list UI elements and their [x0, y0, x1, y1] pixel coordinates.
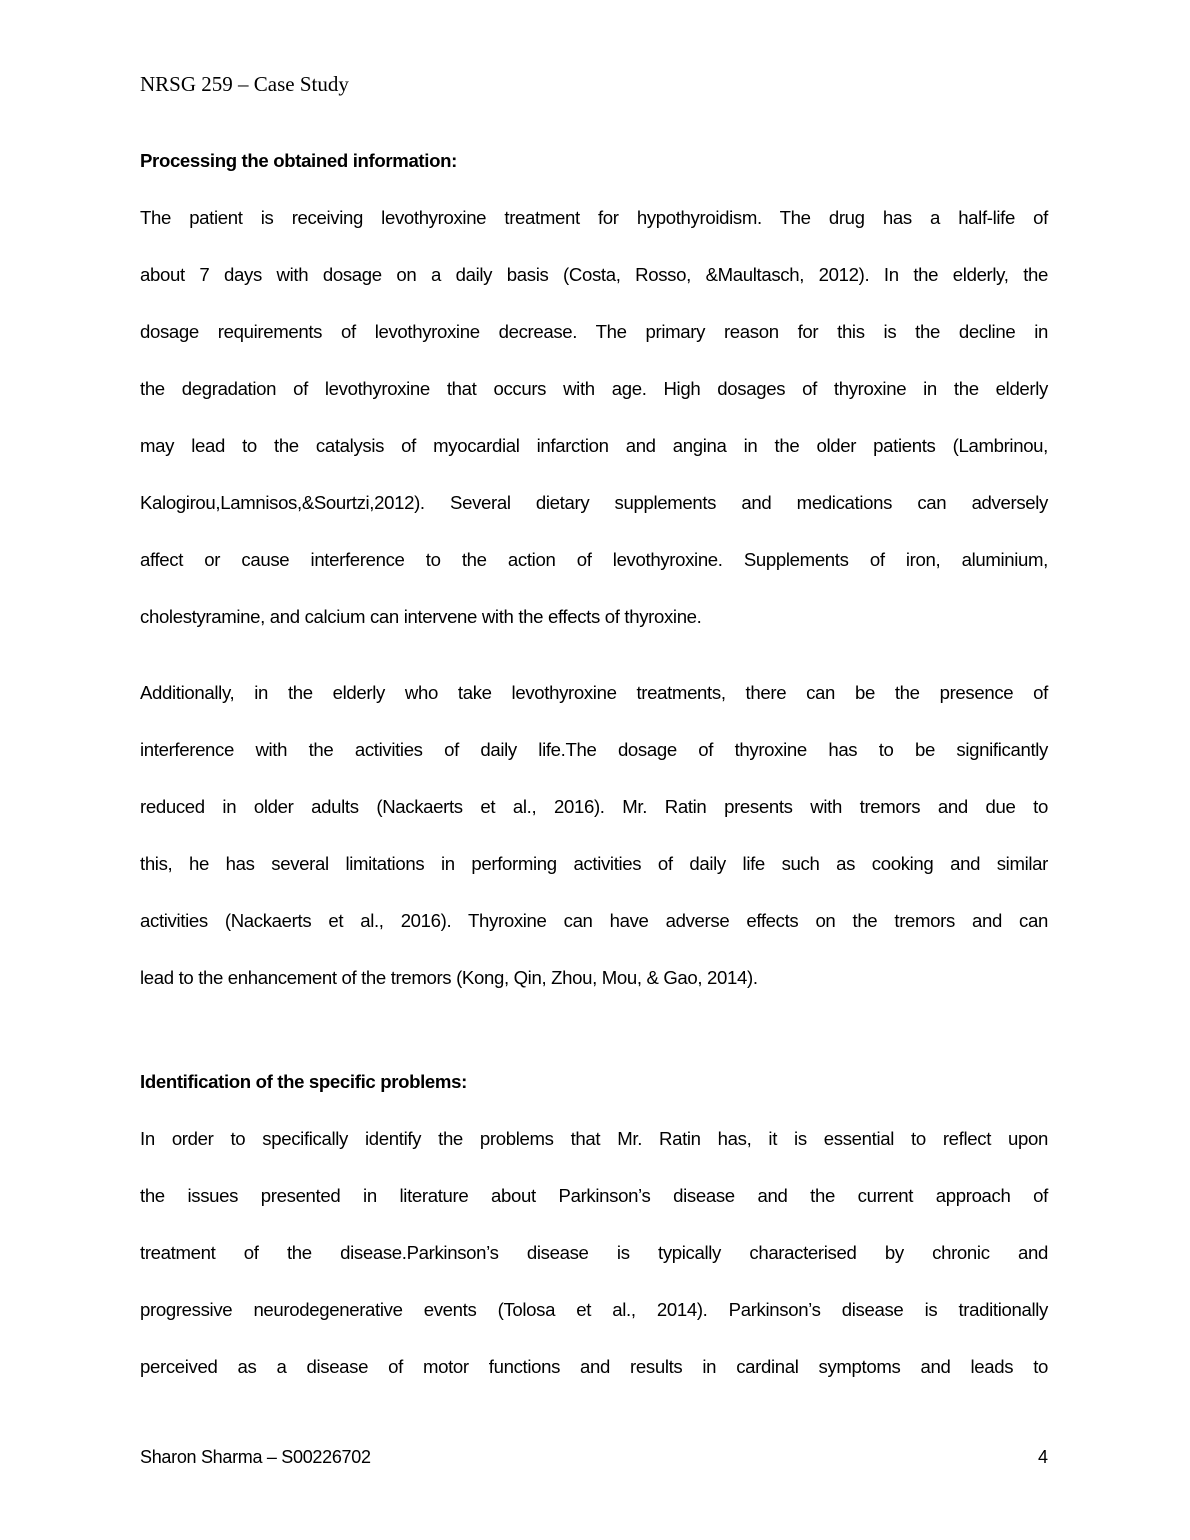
paragraph-elderly-tremors: [140, 679, 1048, 1021]
text-line: progressive neurodegenerative events (Tolosa et al., 2014). Parkinson’s disease is traditionally: [140, 1299, 1048, 1320]
text-line: perceived as a disease of motor functions and results in cardinal symptoms and leads to: [140, 1356, 1048, 1377]
text-line: interference with the activities of daily life.The dosage of thyroxine has to be significantly: [140, 739, 1048, 760]
text-line: In order to specifically identify the problems that Mr. Ratin has, it is essential to reflect upon: [140, 1128, 1048, 1149]
text-line: the issues presented in literature about Parkinson’s disease and the current approach of: [140, 1185, 1048, 1206]
paragraph-parkinsons: [140, 1125, 1048, 1410]
page-number: 4: [1037, 1447, 1048, 1467]
text-line: this, he has several limitations in performing activities of daily life such as cooking and similar: [140, 853, 1048, 874]
text-line: reduced in older adults (Nackaerts et al., 2016). Mr. Ratin presents with tremors and due to: [140, 796, 1048, 817]
footer-author: Sharon Sharma – S00226702: [140, 1447, 371, 1467]
page-header-title: NRSG 259 – Case Study: [140, 72, 349, 96]
section-heading: Identification of the specific problems:: [140, 1071, 467, 1092]
text-line: affect or cause interference to the action of levothyroxine. Supplements of iron, aluminium,: [140, 549, 1048, 570]
text-line: Kalogirou,Lamnisos,&Sourtzi,2012). Several dietary supplements and medications can adversely: [140, 492, 1048, 513]
text-line: Additionally, in the elderly who take levothyroxine treatments, there can be the presence of: [140, 682, 1048, 703]
section-identification: [140, 1068, 1048, 1096]
text-line: activities (Nackaerts et al., 2016). Thyroxine can have adverse effects on the tremors and can: [140, 910, 1048, 931]
text-line: cholestyramine, and calcium can intervene with the effects of thyroxine.: [140, 606, 702, 627]
paragraph-levothyroxine-treatment: [140, 204, 1048, 660]
text-line: may lead to the catalysis of myocardial infarction and angina in the older patients (Lambrinou,: [140, 435, 1048, 456]
section-heading: Processing the obtained information:: [140, 150, 457, 171]
text-line: lead to the enhancement of the tremors (Kong, Qin, Zhou, Mou, & Gao, 2014).: [140, 967, 758, 988]
section-processing: [140, 147, 1048, 175]
text-line: about 7 days with dosage on a daily basis (Costa, Rosso, &Maultasch, 2012). In the elderly, the: [140, 264, 1048, 285]
text-line: dosage requirements of levothyroxine decrease. The primary reason for this is the decline in: [140, 321, 1048, 342]
text-line: the degradation of levothyroxine that occurs with age. High dosages of thyroxine in the elderly: [140, 378, 1048, 399]
text-line: The patient is receiving levothyroxine treatment for hypothyroidism. The drug has a half-life of: [140, 207, 1048, 228]
text-line: treatment of the disease.Parkinson’s disease is typically characterised by chronic and: [140, 1242, 1048, 1263]
